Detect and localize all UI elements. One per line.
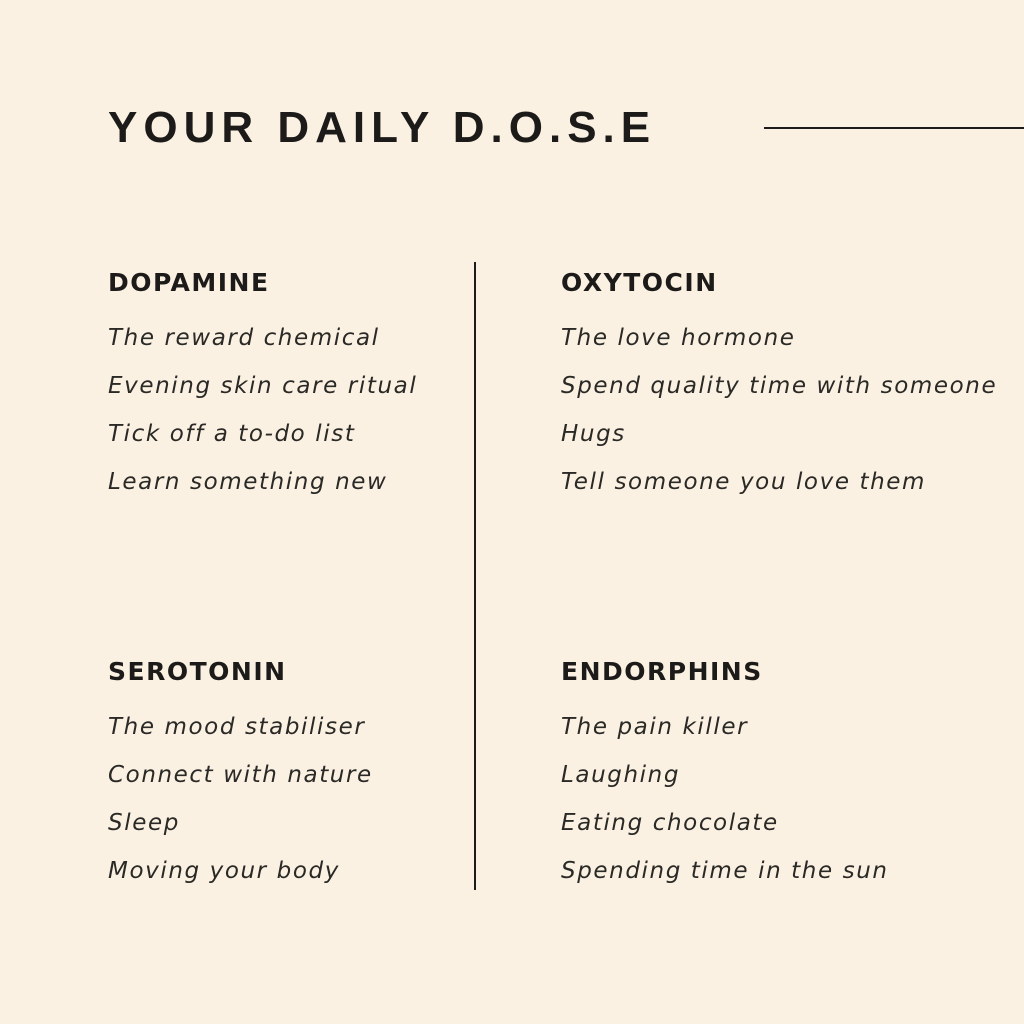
list-item: Connect with nature <box>108 762 373 788</box>
section-heading: OXYTOCIN <box>561 268 718 297</box>
list-item: The love hormone <box>561 325 796 351</box>
list-item: The mood stabiliser <box>108 714 366 740</box>
section-heading: DOPAMINE <box>108 268 270 297</box>
section-endorphins <box>561 657 981 895</box>
section-serotonin <box>108 657 528 895</box>
list-item: The reward chemical <box>108 325 380 351</box>
section-heading: ENDORPHINS <box>561 657 763 686</box>
section-heading: SEROTONIN <box>108 657 287 686</box>
list-item: Hugs <box>561 421 626 447</box>
item-list <box>108 314 528 506</box>
item-list <box>561 703 981 895</box>
title-rule <box>764 127 1024 129</box>
list-item: Spend quality time with someone <box>561 373 998 399</box>
list-item: Evening skin care ritual <box>108 373 418 399</box>
section-dopamine <box>108 268 528 506</box>
list-item: Eating chocolate <box>561 810 779 836</box>
page-title: YOUR DAILY D.O.S.E <box>108 103 657 152</box>
list-item: Tell someone you love them <box>561 469 927 495</box>
list-item: Sleep <box>108 810 180 836</box>
list-item: Moving your body <box>108 858 340 884</box>
list-item: Spending time in the sun <box>561 858 889 884</box>
list-item: Learn something new <box>108 469 388 495</box>
item-list <box>561 314 998 506</box>
list-item: The pain killer <box>561 714 749 740</box>
item-list <box>108 703 528 895</box>
list-item: Laughing <box>561 762 681 788</box>
section-oxytocin <box>561 268 998 506</box>
list-item: Tick off a to-do list <box>108 421 356 447</box>
